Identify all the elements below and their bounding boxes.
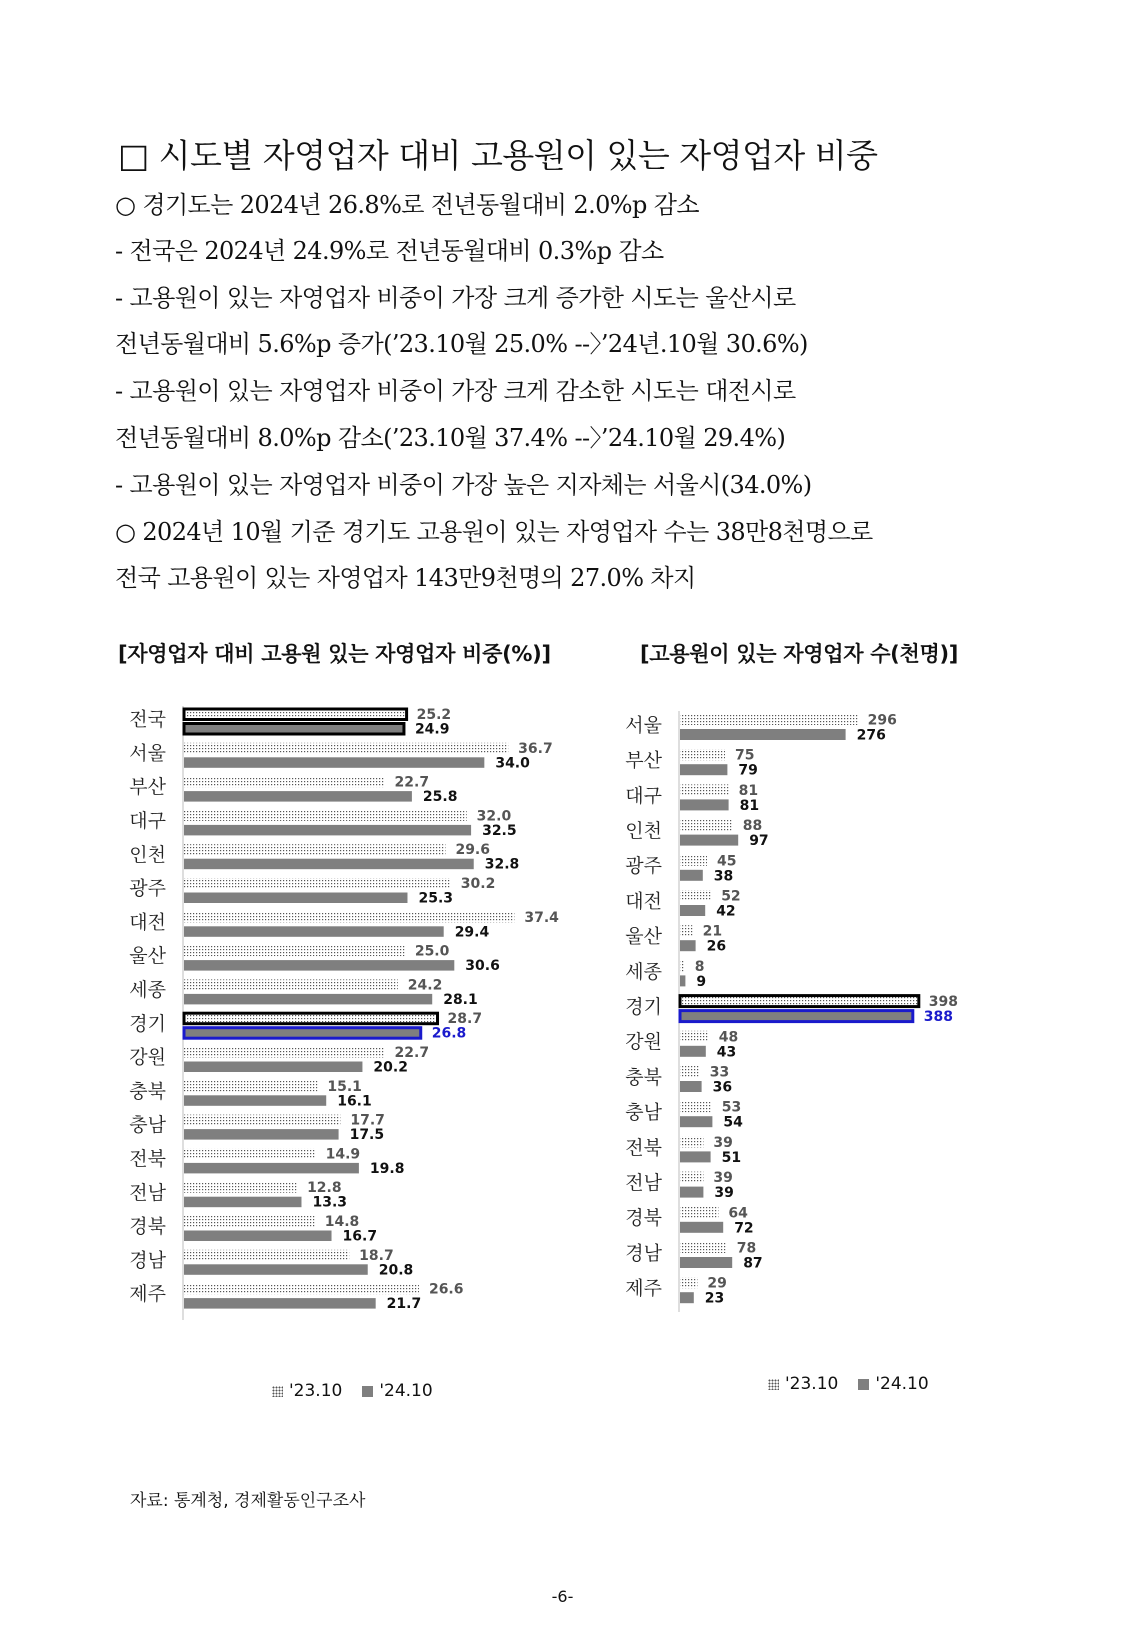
legend-swatch-gray: [362, 1386, 373, 1397]
data-label-2023: 25.2: [416, 707, 452, 723]
data-label-2024: 30.6: [465, 958, 500, 975]
category-label: 경북: [625, 1207, 662, 1230]
data-label-2023: 29: [707, 1275, 727, 1292]
data-label-2023: 64: [728, 1205, 748, 1222]
bar-2023: [680, 1242, 727, 1253]
category-label: 강원: [129, 1046, 166, 1069]
data-label-2024: 43: [716, 1044, 737, 1061]
category-label: 광주: [625, 855, 662, 878]
data-label-2024: 36: [712, 1079, 733, 1096]
category-label: 대구: [129, 809, 166, 832]
data-label-2024: 24.9: [414, 721, 450, 738]
category-label: 전국: [129, 708, 166, 731]
data-label-2023: 88: [742, 818, 763, 835]
data-label-2024: 87: [743, 1255, 763, 1272]
category-label: 광주: [129, 877, 166, 900]
category-label: 충북: [625, 1066, 662, 1089]
data-label-2024: 17.5: [349, 1127, 385, 1144]
category-label: 충남: [625, 1101, 662, 1124]
legend-swatch-dotted: [272, 1386, 283, 1397]
data-label-2023: 14.9: [325, 1146, 361, 1163]
bar-2023: [680, 1172, 703, 1183]
data-label-2023: 39: [713, 1170, 733, 1187]
bar-2023: [680, 960, 685, 971]
category-label: 서울: [625, 714, 662, 737]
bar-2023: [680, 1277, 697, 1288]
bar-2024: [680, 905, 705, 916]
data-label-2024: 72: [734, 1220, 754, 1237]
data-label-2024: 16.7: [342, 1228, 378, 1245]
bar-2024: [680, 1292, 694, 1303]
legend-label-2023: '23.10: [289, 1381, 343, 1401]
bar-2023: [680, 925, 693, 936]
data-label-2024: 29.4: [454, 924, 490, 941]
source-note: 자료: 통계청, 경제활동인구조사: [130, 1491, 366, 1511]
category-label: 경북: [129, 1215, 166, 1238]
data-label-2023: 21: [702, 923, 723, 940]
bar-2024: [680, 1046, 706, 1057]
category-label: 세종: [129, 978, 166, 1001]
data-label-2023: 18.7: [359, 1247, 394, 1264]
data-label-2024: 34.0: [495, 755, 530, 772]
body-line: - 고용원이 있는 자영업자 비중이 가장 높은 지자체는 서울시(34.0%): [115, 471, 812, 499]
category-label: 전북: [625, 1136, 662, 1159]
data-label-2023: 29.6: [455, 842, 491, 859]
bar-2023: [680, 996, 919, 1007]
category-label: 충북: [129, 1080, 166, 1103]
bar-2023: [680, 749, 725, 760]
data-label-2023: 15.1: [327, 1078, 362, 1095]
data-label-2023: 81: [738, 782, 759, 799]
category-label: 인천: [129, 843, 166, 866]
category-label: 대전: [625, 890, 662, 913]
category-label: 제주: [129, 1283, 166, 1306]
data-label-2023: 37.4: [524, 909, 559, 926]
data-label-2024: 79: [738, 762, 758, 779]
body-line: ○ 경기도는 2024년 26.8%로 전년동월대비 2.0%p 감소: [115, 191, 699, 219]
body-line: 전년동월대비 8.0%p 감소(’23.10월 37.4% --〉’24.10월 29.4%): [115, 424, 786, 452]
data-label-2023: 53: [721, 1099, 742, 1116]
data-label-2024: 9: [696, 973, 707, 990]
data-label-2023: 32.0: [476, 808, 512, 825]
category-label: 부산: [625, 749, 662, 772]
category-label: 경남: [129, 1249, 166, 1272]
data-label-2024: 26: [706, 938, 727, 955]
data-label-2023: 398: [928, 994, 959, 1011]
page-number: -6-: [551, 1587, 574, 1606]
bar-2024: [680, 729, 846, 740]
bar-2024: [680, 1257, 732, 1268]
bar-2024: [680, 1187, 703, 1198]
category-label: 대구: [625, 784, 662, 807]
page-title: □ 시도별 자영업자 대비 고용원이 있는 자영업자 비중: [118, 136, 878, 175]
legend-label-2023: '23.10: [785, 1374, 839, 1394]
bar-2024: [680, 1151, 711, 1162]
data-label-2023: 12.8: [307, 1180, 342, 1197]
data-label-2024: 276: [856, 727, 886, 744]
data-label-2023: 30.2: [460, 876, 496, 892]
bar-2024: [680, 1116, 712, 1127]
data-label-2023: 17.7: [350, 1112, 385, 1129]
data-label-2023: 22.7: [394, 1045, 430, 1061]
bar-2023: [680, 1101, 712, 1112]
data-label-2023: 28.7: [447, 1011, 483, 1028]
category-label: 울산: [625, 925, 662, 948]
category-label: 대전: [129, 911, 166, 934]
bar-2024: [680, 835, 738, 846]
data-label-2023: 39: [713, 1134, 733, 1151]
data-label-2024: 26.8: [431, 1025, 467, 1042]
chart-title-ratio: [자영업자 대비 고용원 있는 자영업자 비중(%)]: [118, 642, 551, 666]
data-label-2023: 296: [867, 712, 897, 729]
data-label-2024: 28.1: [443, 991, 478, 1008]
data-label-2023: 24.2: [407, 977, 443, 994]
data-label-2024: 32.5: [482, 822, 517, 839]
legend-swatch-dotted: [768, 1379, 779, 1390]
body-line: - 고용원이 있는 자영업자 비중이 가장 크게 증가한 시도는 울산시로: [115, 284, 796, 312]
chart-title-count: [고용원이 있는 자영업자 수(천명)]: [640, 642, 959, 666]
data-label-2024: 39: [714, 1185, 734, 1202]
bar-2023: [680, 714, 858, 725]
data-label-2024: 54: [723, 1114, 743, 1131]
bar-2023: [680, 1207, 718, 1218]
data-label-2024: 97: [749, 833, 769, 850]
category-label: 경기: [129, 1012, 166, 1035]
data-label-2023: 48: [718, 1029, 739, 1046]
data-label-2023: 8: [694, 958, 705, 975]
data-label-2024: 32.8: [484, 856, 520, 873]
category-label: 서울: [129, 742, 166, 765]
body-line: ○ 2024년 10월 기준 경기도 고용원이 있는 자영업자 수는 38만8천명으로: [115, 518, 873, 546]
bar-2023: [680, 1066, 700, 1077]
data-label-2024: 25.3: [418, 890, 454, 907]
category-label: 전북: [129, 1147, 166, 1170]
data-label-2023: 52: [721, 888, 741, 905]
bar-2023: [680, 784, 729, 795]
count-chart-legend: [768, 1374, 929, 1394]
category-label: 인천: [625, 819, 662, 842]
data-label-2023: 25.0: [414, 943, 450, 960]
data-label-2024: 81: [739, 797, 760, 814]
category-label: 충남: [129, 1114, 166, 1137]
data-label-2024: 42: [716, 903, 736, 920]
ratio-chart-legend: [272, 1381, 433, 1401]
body-line: - 고용원이 있는 자영업자 비중이 가장 크게 감소한 시도는 대전시로: [115, 377, 796, 405]
data-label-2023: 45: [717, 853, 737, 870]
category-label: 제주: [625, 1277, 662, 1300]
data-label-2023: 36.7: [518, 740, 553, 757]
data-label-2024: 51: [721, 1149, 742, 1166]
bar-2024: [680, 1081, 702, 1092]
body-line: 전년동월대비 5.6%p 증가(’23.10월 25.0% --〉’24년.10월 30.6%): [115, 330, 808, 358]
data-label-2024: 16.1: [337, 1093, 372, 1110]
bar-2023: [680, 1031, 709, 1042]
data-label-2024: 25.8: [422, 789, 458, 806]
bar-2024: [680, 1222, 723, 1233]
data-label-2024: 388: [923, 1009, 954, 1026]
bar-2023: [680, 1136, 703, 1147]
legend-swatch-gray: [858, 1379, 869, 1390]
bar-2023: [680, 890, 711, 901]
data-label-2023: 22.7: [394, 774, 430, 791]
category-label: 경남: [625, 1242, 662, 1265]
data-label-2023: 33: [709, 1064, 730, 1081]
data-label-2024: 20.2: [373, 1059, 408, 1076]
data-label-2023: 78: [736, 1240, 757, 1257]
category-label: 강원: [625, 1031, 662, 1054]
data-label-2024: 38: [713, 868, 734, 885]
body-line: - 전국은 2024년 24.9%로 전년동월대비 0.3%p 감소: [115, 237, 664, 265]
legend-label-2024: '24.10: [875, 1374, 929, 1394]
category-label: 전남: [625, 1171, 662, 1194]
data-label-2024: 19.8: [369, 1160, 405, 1177]
bar-2023: [680, 820, 733, 831]
category-label: 부산: [129, 776, 166, 799]
category-label: 세종: [625, 960, 662, 983]
bar-2023: [680, 855, 707, 866]
body-line: 전국 고용원이 있는 자영업자 143만9천명의 27.0% 차지: [115, 564, 696, 592]
data-label-2023: 26.6: [428, 1281, 464, 1298]
data-label-2023: 75: [735, 747, 755, 764]
legend-label-2024: '24.10: [379, 1381, 433, 1401]
data-label-2024: 20.8: [378, 1262, 414, 1279]
category-label: 전남: [129, 1181, 166, 1204]
category-label: 울산: [129, 945, 166, 968]
data-label-2024: 21.7: [386, 1296, 422, 1313]
bar-2024: [680, 975, 685, 986]
data-label-2024: 23: [704, 1290, 725, 1307]
data-label-2023: 14.8: [324, 1214, 360, 1230]
category-label: 경기: [625, 995, 662, 1018]
bar-2024: [680, 764, 727, 775]
data-label-2024: 13.3: [312, 1194, 348, 1211]
bar-2024: [680, 940, 696, 951]
bar-2024: [680, 799, 729, 810]
bar-2024: [680, 1011, 913, 1022]
bar-2024: [680, 870, 703, 881]
